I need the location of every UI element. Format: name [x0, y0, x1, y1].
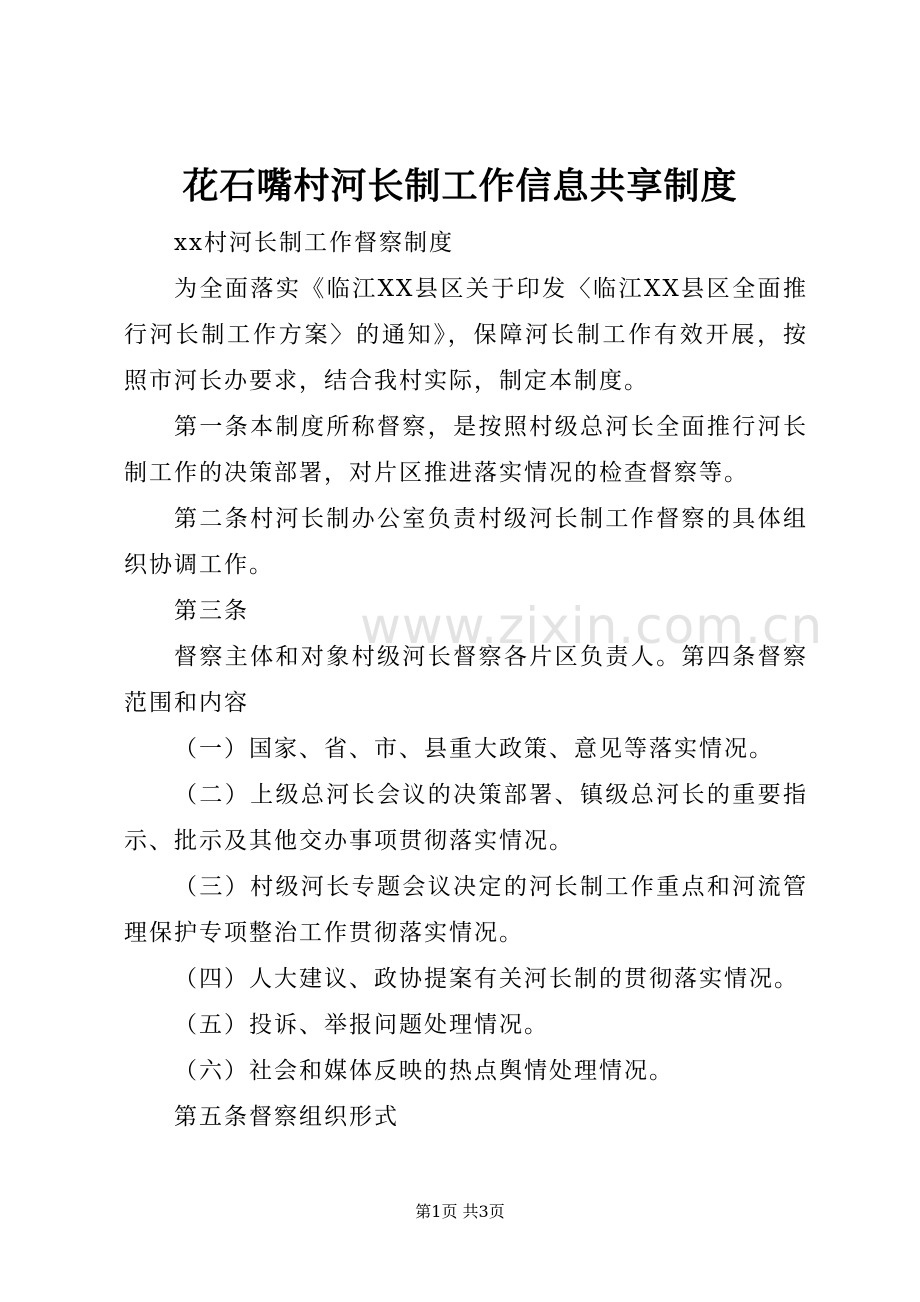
article-3-heading: 第三条	[174, 598, 249, 624]
watermark: www.zixin.com.cn	[360, 597, 824, 655]
scope-item-3: （三）村级河长专题会议决定的河长制工作重点和河流管理保护专项整治工作贯彻落实情况。	[124, 874, 808, 946]
scope-item-1: （一）国家、省、市、县重大政策、意见等落实情况。	[174, 736, 774, 762]
document-title: 花石嘴村河长制工作信息共享制度	[182, 165, 738, 207]
article-5-heading: 第五条督察组织形式	[174, 1104, 399, 1130]
scope-item-5: （五）投诉、举报问题处理情况。	[174, 1012, 549, 1038]
scope-item-4: （四）人大建议、政协提案有关河长制的贯彻落实情况。	[174, 966, 799, 992]
scope-item-2: （二）上级总河长会议的决策部署、镇级总河长的重要指示、批示及其他交办事项贯彻落实情况。	[124, 782, 808, 854]
intro-paragraph: 为全面落实《临江XX县区关于印发〈临江XX县区全面推行河长制工作方案〉的通知》，保障河长制工作有效开展，按照市河长办要求，结合我村实际，制定本制度。	[124, 276, 808, 394]
page-number: 第1页 共3页	[415, 1202, 505, 1221]
article-3-4-paragraph: 督察主体和对象村级河长督察各片区负责人。第四条督察范围和内容	[124, 644, 808, 716]
article-1-paragraph: 第一条本制度所称督察，是按照村级总河长全面推行河长制工作的决策部署，对片区推进落实情况的检查督察等。	[124, 414, 808, 486]
article-2-paragraph: 第二条村河长制办公室负责村级河长制工作督察的具体组织协调工作。	[124, 506, 808, 578]
subtitle-paragraph: xx村河长制工作督察制度	[174, 230, 454, 256]
document-body	[124, 220, 808, 1140]
scope-item-6: （六）社会和媒体反映的热点舆情处理情况。	[174, 1058, 674, 1084]
